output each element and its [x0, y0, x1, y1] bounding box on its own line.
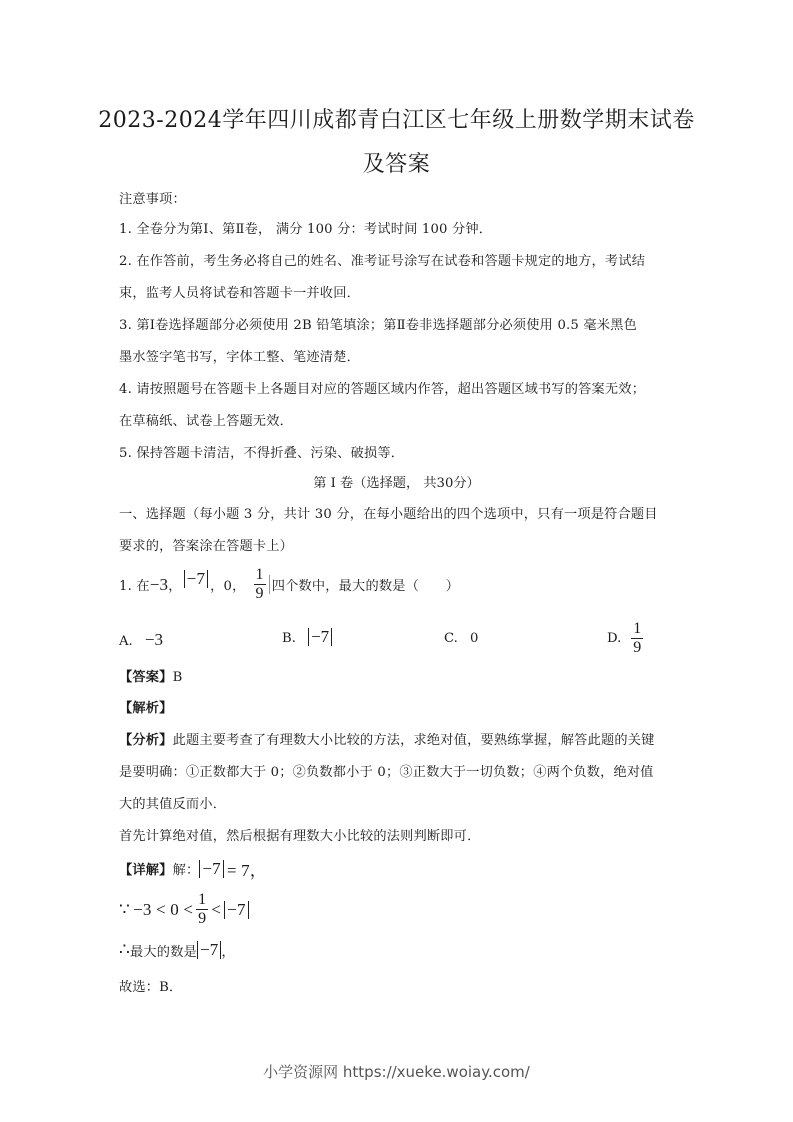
fenxi-text: 此题主要考查了有理数大小比较的方法，求绝对值，要熟练掌握，解答此题的关键 — [172, 733, 655, 748]
because-expr: −3 < 0 < — [133, 899, 194, 919]
answer-tag: 【答案】 — [119, 670, 173, 685]
question-1-prefix: 1. 在 — [119, 579, 150, 594]
document-title-line2: 及答案 — [362, 152, 431, 177]
notice-1: 1. 全卷分为第Ⅰ、第Ⅱ卷， 满分 100 分：考试时间 100 分钟． — [119, 222, 493, 237]
fraction-numerator: 1 — [255, 566, 264, 583]
therefore-line — [119, 940, 235, 960]
question-1-fraction — [254, 566, 266, 603]
fenxi-tag: 【分析】 — [119, 733, 173, 748]
detail-abs: −7 — [199, 860, 224, 878]
question-1-n1: −3 — [149, 574, 169, 594]
notice-4-cont: 在草稿纸、试卷上答题无效． — [119, 414, 294, 429]
therefore-abs: −7 — [197, 941, 222, 959]
detail-prefix: 解： — [172, 863, 200, 878]
notice-5: 5. 保持答题卡清洁，不得折叠、污染、破损等． — [119, 446, 405, 461]
notice-3: 3. 第Ⅰ卷选择题部分必须使用 2B 铅笔填涂；第Ⅱ卷非选择题部分必须使用 0.5 毫米黑色 — [119, 318, 637, 333]
question-1-sep1: ， — [168, 579, 182, 594]
part-heading-line1: 一、选择题（每小题 3 分，共计 30 分，在每小题给出的四个选项中，只有一项是符合题目 — [119, 507, 658, 522]
notice-2-cont: 束，监考人员将试卷和答题卡一并收回． — [119, 286, 360, 301]
fenxi-line2: 是要明确：①正数都大于 0；②负数都小于 0；③正数大于一切负数；④两个负数，绝对值 — [119, 765, 654, 780]
option-a-label: A. — [119, 634, 133, 649]
answer-value: B — [172, 670, 183, 685]
choose-line: 故选：B． — [119, 980, 183, 995]
therefore-symbol: ∴ — [119, 940, 131, 959]
option-c-label: C. — [444, 631, 458, 646]
answer-line — [119, 666, 182, 685]
detail-line — [119, 856, 267, 881]
method-line: 首先计算绝对值，然后根据有理数大小比较的法则判断即可． — [119, 829, 481, 844]
therefore-text: 最大的数是 — [130, 944, 197, 960]
fraction-numerator: 1 — [633, 620, 642, 637]
section-title: 第 Ⅰ 卷（选择题， 共30分） — [313, 476, 480, 491]
option-d-label: D. — [607, 631, 622, 646]
notice-heading: 注意事项： — [119, 192, 186, 207]
notice-3-cont: 墨水签字笔书写，字体工整、笔迹清楚． — [119, 350, 360, 365]
because-line — [119, 891, 249, 928]
because-symbol: ∵ — [119, 899, 131, 919]
notice-4: 4. 请按照题号在答题卡上各题目对应的答题区域内作答，超出答题区域书写的答案无效； — [119, 382, 646, 397]
question-1 — [119, 566, 459, 603]
option-d-fraction — [631, 620, 643, 657]
because-abs: −7 — [224, 901, 249, 919]
detail-tag: 【详解】 — [119, 863, 173, 878]
notice-2: 2. 在作答前，考生务必将自己的姓名、准考证号涂写在试卷和答题卡规定的地方，考试结 — [119, 254, 646, 269]
option-a-value: −3 — [144, 630, 164, 649]
question-1-sep2: ，0， — [210, 579, 246, 594]
therefore-end: ， — [221, 944, 235, 960]
because-fraction — [196, 891, 208, 928]
fraction-denominator: 9 — [633, 639, 642, 656]
fraction-numerator: 1 — [198, 891, 207, 908]
question-1-abs: −7 — [184, 570, 209, 588]
document-title-line1: 2023-2024学年四川成都青白江区七年级上册数学期末试卷 — [98, 108, 695, 133]
fenxi-line3: 大的其值反而小． — [119, 797, 227, 812]
part-heading-line2: 要求的，答案涂在答题卡上） — [119, 539, 294, 554]
fraction-denominator: 9 — [198, 910, 207, 927]
question-1-suffix: 四个数中，最大的数是（ ） — [269, 575, 459, 594]
analysis-tag — [119, 697, 173, 716]
fenxi-line1 — [119, 729, 655, 748]
footer-watermark: 小学资源网 https://xueke.woiay.com/ — [263, 1063, 530, 1081]
fraction-denominator: 9 — [255, 585, 264, 602]
option-b — [282, 628, 332, 646]
option-d — [607, 620, 643, 657]
detail-eq: = 7， — [226, 861, 267, 880]
analysis-label: 【解析】 — [119, 701, 173, 716]
option-c — [444, 631, 478, 646]
option-a — [119, 630, 163, 650]
option-c-value: 0 — [470, 631, 479, 646]
option-b-label: B. — [282, 631, 296, 646]
because-lt: < — [211, 899, 222, 919]
option-b-value: −7 — [308, 628, 332, 646]
